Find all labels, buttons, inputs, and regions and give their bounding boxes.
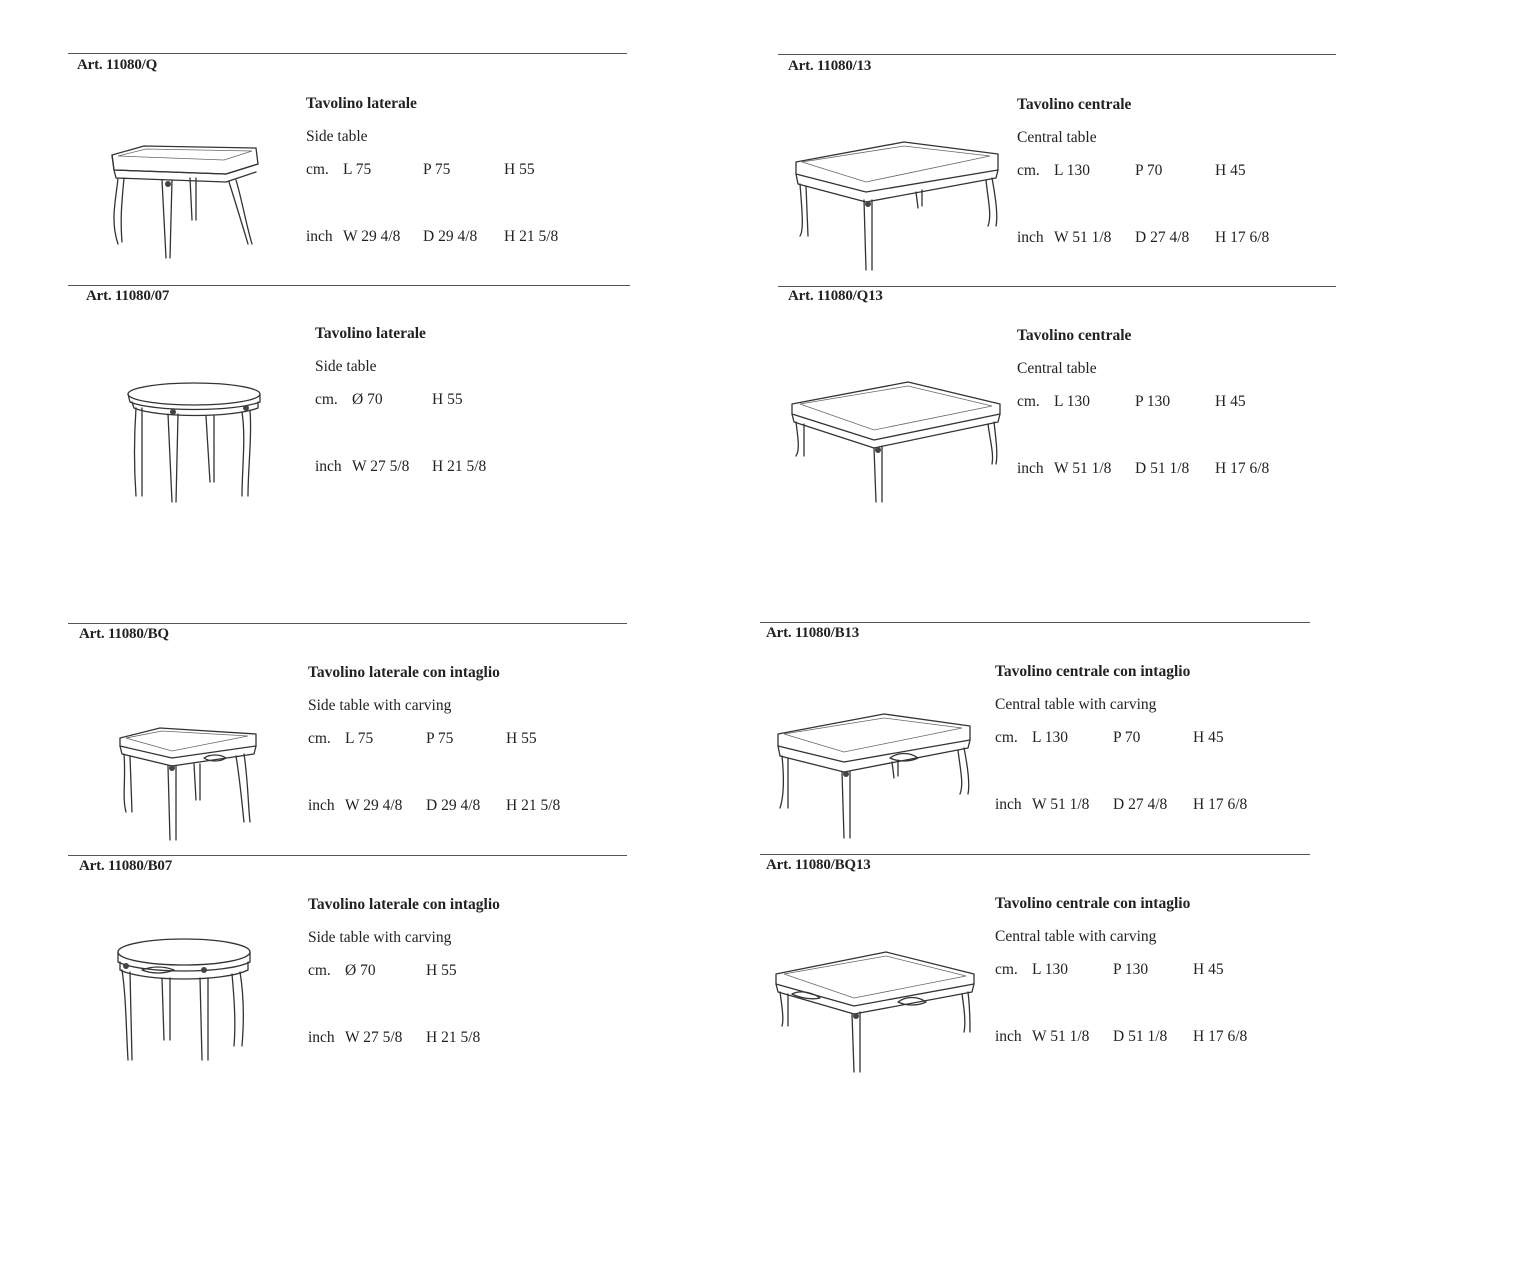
dim-length: L 130 [1054, 393, 1091, 410]
dims-cm-row [308, 961, 608, 983]
dims-cm-row [995, 728, 1295, 750]
dim-width: W 29 4/8 [345, 797, 403, 814]
product-title: Tavolino centrale [1017, 96, 1132, 113]
product-info [308, 895, 608, 1050]
unit-label: inch [315, 458, 342, 475]
product-title: Tavolino laterale con intaglio [308, 664, 500, 681]
dim-height: H 45 [1215, 162, 1246, 179]
unit-label: inch [308, 1029, 335, 1046]
product-subtitle: Side table with carving [308, 697, 452, 714]
square-central-table-drawing [788, 380, 1003, 515]
dim-diameter: Ø 70 [352, 391, 383, 408]
separator-rule [778, 54, 1336, 55]
dim-width: W 51 1/8 [1054, 460, 1112, 477]
dim-depth: P 75 [426, 730, 454, 747]
product-info [306, 94, 606, 249]
dim-width: W 29 4/8 [343, 228, 401, 245]
separator-rule [68, 855, 627, 856]
product-info [1017, 95, 1317, 250]
unit-label: inch [306, 228, 333, 245]
separator-rule [760, 854, 1310, 855]
dim-depth: P 130 [1113, 961, 1149, 978]
dims-inch-row [1017, 228, 1317, 250]
dims-cm-row [1017, 161, 1317, 183]
rectangular-central-table-drawing [792, 140, 1002, 280]
carved-rectangular-central-table-drawing [774, 712, 974, 849]
unit-label: cm. [308, 962, 331, 979]
product-title: Tavolino laterale [315, 325, 426, 342]
product-subtitle: Central table [1017, 129, 1097, 146]
unit-label: inch [308, 797, 335, 814]
product-subtitle: Side table [315, 358, 377, 375]
dims-cm-row [308, 729, 608, 751]
dim-height: H 45 [1193, 729, 1224, 746]
round-side-table-drawing [124, 378, 269, 513]
separator-rule [68, 53, 627, 54]
product-info [995, 894, 1295, 1049]
unit-label: cm. [995, 961, 1018, 978]
dim-height: H 17 6/8 [1193, 796, 1248, 813]
article-code: Art. 11080/B07 [79, 858, 173, 874]
unit-label: cm. [995, 729, 1018, 746]
dim-depth: D 27 4/8 [1113, 796, 1168, 813]
dim-depth: P 70 [1113, 729, 1141, 746]
unit-label: inch [995, 796, 1022, 813]
product-info [308, 663, 608, 818]
dim-depth: P 75 [423, 161, 451, 178]
dims-inch-row [308, 1028, 608, 1050]
dim-height: H 55 [504, 161, 535, 178]
dim-height: H 21 5/8 [504, 228, 559, 245]
dims-cm-row [1017, 392, 1317, 414]
unit-label: cm. [306, 161, 329, 178]
dim-width: W 51 1/8 [1032, 1028, 1090, 1045]
product-subtitle: Central table [1017, 360, 1097, 377]
article-code: Art. 11080/13 [788, 58, 872, 74]
dim-width: W 27 5/8 [352, 458, 410, 475]
dims-cm-row [306, 160, 606, 182]
separator-rule [68, 285, 630, 286]
article-code: Art. 11080/Q13 [788, 288, 883, 304]
dim-height: H 17 6/8 [1193, 1028, 1248, 1045]
product-title: Tavolino centrale [1017, 327, 1132, 344]
dims-inch-row [1017, 459, 1317, 481]
product-title: Tavolino centrale con intaglio [995, 895, 1191, 912]
separator-rule [778, 286, 1336, 287]
article-code: Art. 11080/07 [86, 288, 170, 304]
unit-label: cm. [1017, 393, 1040, 410]
unit-label: cm. [308, 730, 331, 747]
product-info [315, 324, 615, 479]
dim-width: W 51 1/8 [1054, 229, 1112, 246]
article-code: Art. 11080/B13 [766, 625, 860, 641]
product-title: Tavolino laterale con intaglio [308, 896, 500, 913]
dim-height: H 55 [432, 391, 463, 408]
dim-depth: P 70 [1135, 162, 1163, 179]
dims-cm-row [315, 390, 615, 412]
dim-diameter: Ø 70 [345, 962, 376, 979]
dims-inch-row [995, 1027, 1295, 1049]
dim-height: H 21 5/8 [432, 458, 487, 475]
product-title: Tavolino centrale con intaglio [995, 663, 1191, 680]
unit-label: inch [995, 1028, 1022, 1045]
separator-rule [760, 622, 1310, 623]
product-subtitle: Side table with carving [308, 929, 452, 946]
dim-height: H 21 5/8 [426, 1029, 481, 1046]
dim-height: H 17 6/8 [1215, 460, 1270, 477]
article-code: Art. 11080/Q [77, 57, 158, 73]
article-code: Art. 11080/BQ13 [766, 857, 871, 873]
dim-height: H 55 [506, 730, 537, 747]
dims-inch-row [306, 227, 606, 249]
separator-rule [68, 623, 627, 624]
dims-inch-row [995, 795, 1295, 817]
dims-inch-row [315, 457, 615, 479]
carved-round-side-table-drawing [112, 936, 257, 1071]
unit-label: inch [1017, 460, 1044, 477]
unit-label: cm. [315, 391, 338, 408]
unit-label: cm. [1017, 162, 1040, 179]
product-title: Tavolino laterale [306, 95, 417, 112]
product-info [995, 662, 1295, 817]
unit-label: inch [1017, 229, 1044, 246]
dim-depth: D 27 4/8 [1135, 229, 1190, 246]
carved-square-central-table-drawing [772, 950, 977, 1083]
article-code: Art. 11080/BQ [79, 626, 169, 642]
carved-square-side-table-drawing [116, 724, 261, 854]
dim-depth: D 29 4/8 [423, 228, 478, 245]
dims-cm-row [995, 960, 1295, 982]
dim-length: L 130 [1032, 961, 1069, 978]
dim-height: H 21 5/8 [506, 797, 561, 814]
dim-depth: D 29 4/8 [426, 797, 481, 814]
dim-width: W 51 1/8 [1032, 796, 1090, 813]
product-subtitle: Central table with carving [995, 696, 1157, 713]
dim-height: H 45 [1193, 961, 1224, 978]
dim-height: H 55 [426, 962, 457, 979]
dim-length: L 75 [343, 161, 372, 178]
product-info [1017, 326, 1317, 481]
dim-height: H 17 6/8 [1215, 229, 1270, 246]
dim-width: W 27 5/8 [345, 1029, 403, 1046]
dim-depth: P 130 [1135, 393, 1171, 410]
dim-length: L 75 [345, 730, 374, 747]
square-side-table-drawing [104, 140, 264, 275]
dim-depth: D 51 1/8 [1113, 1028, 1168, 1045]
product-subtitle: Side table [306, 128, 368, 145]
dim-length: L 130 [1032, 729, 1069, 746]
dim-depth: D 51 1/8 [1135, 460, 1190, 477]
dims-inch-row [308, 796, 608, 818]
product-subtitle: Central table with carving [995, 928, 1157, 945]
dim-height: H 45 [1215, 393, 1246, 410]
dim-length: L 130 [1054, 162, 1091, 179]
